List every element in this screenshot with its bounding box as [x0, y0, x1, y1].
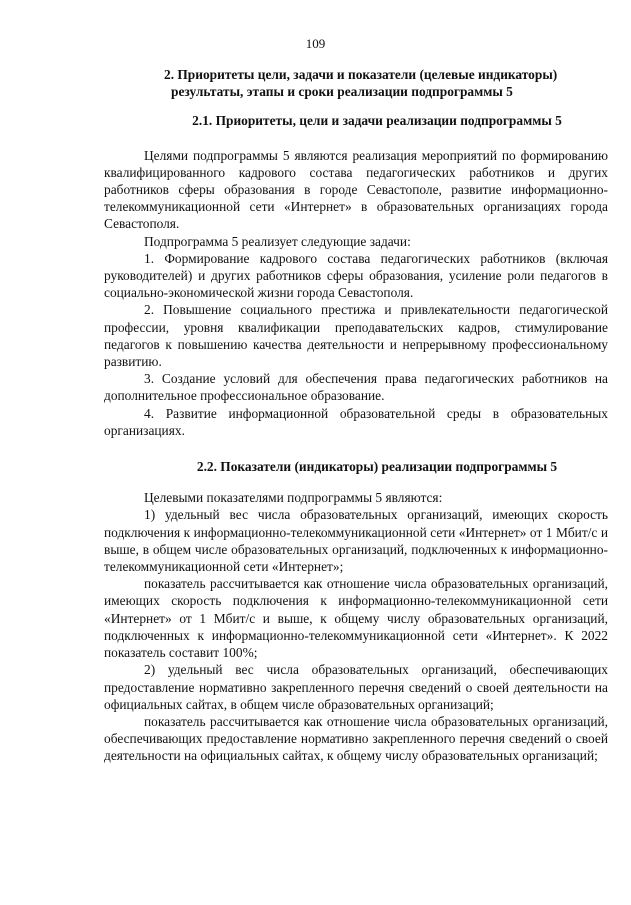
- paragraph-indicator-1: 1) удельный вес числа образовательных организаций, имеющих скорость подключения к информационно-телекоммуникационной сети «Интернет» от 1 Мбит/с и выше, в общем числе образовательных организаций, подключенных к информационно-телекоммуникационной сети «Интернет»;: [104, 507, 608, 575]
- page-number: 109: [305, 36, 326, 51]
- paragraph-task-1: 1. Формирование кадрового состава педагогических работников (включая руководителей) и других работников сферы образования, усиление роли педагогов в социально-экономической жизни города Севастополя.: [104, 250, 608, 301]
- paragraph-task-4: 4. Развитие информационной образовательной среды в образовательных организациях.: [104, 405, 608, 438]
- paragraph-indicators-intro: Целевыми показателями подпрограммы 5 являются:: [144, 490, 443, 506]
- paragraph-task-3: 3. Создание условий для обеспечения права педагогических работников на дополнительное профессиональное образование.: [104, 371, 608, 404]
- section-heading-line-2: результаты, этапы и сроки реализации подпрограммы 5: [171, 84, 513, 100]
- paragraph-indicator-2-calc: показатель рассчитывается как отношение числа образовательных организаций, обеспечивающих предоставление нормативно закрепленного перечня сведений о своей деятельности на официальных сайтах, к общему числу образовательных организаций;: [104, 713, 608, 764]
- document-body: [104, 66, 608, 765]
- paragraph-goals: Целями подпрограммы 5 являются реализация мероприятий по формированию квалифицированного кадрового состава педагогических работников и других работников сферы образования в городе Севастополе, развитие информационно-телекоммуникационной сети «Интернет» в образовательных организациях города Севастополя.: [104, 147, 608, 232]
- paragraph-task-2: 2. Повышение социального престижа и привлекательности педагогической профессии, уровня квалификации преподавательских кадров, стимулирование педагогов к повышению качества деятельности и непрерывному профессиональному развитию.: [104, 302, 608, 370]
- section-heading-line-1: 2. Приоритеты цели, задачи и показатели (целевые индикаторы): [164, 67, 558, 82]
- paragraph-indicator-2: 2) удельный вес числа образовательных организаций, обеспечивающих предоставление нормативно закрепленного перечня сведений о своей деятельности на официальных сайтах, в общем числе образовательных организаций;: [104, 662, 608, 712]
- paragraph-tasks-intro: Подпрограмма 5 реализует следующие задачи:: [144, 233, 411, 249]
- subsection-2-heading: 2.2. Показатели (индикаторы) реализации подпрограммы 5: [196, 459, 558, 475]
- subsection-1-heading: 2.1. Приоритеты, цели и задачи реализации подпрограммы 5: [192, 113, 562, 129]
- paragraph-indicator-1-calc: показатель рассчитывается как отношение числа образовательных организаций, имеющих скорость подключения к информационно-телекоммуникационной сети «Интернет» от 1 Мбит/с и выше, к общему числу образовательных организаций, подключенных к информационно-телекоммуникационной сети «Интернет». К 2022 показатель составит 100%;: [104, 576, 608, 661]
- section-heading: [164, 66, 608, 100]
